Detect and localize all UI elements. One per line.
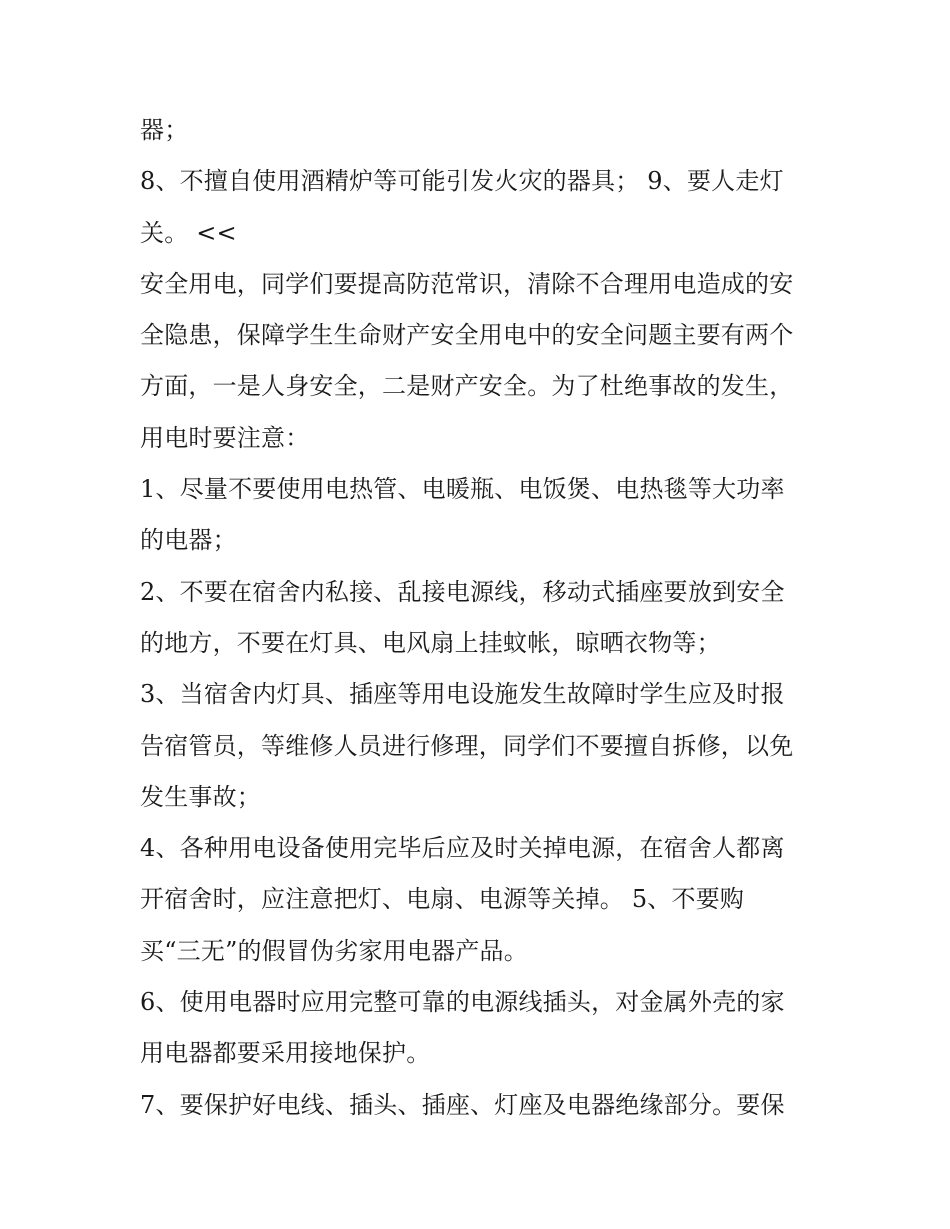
text-line: 器； <box>140 116 189 144</box>
text-line: 用电时要注意： <box>140 423 310 452</box>
text-line: 1、尽量不要使用电热管、电暖瓶、电饭煲、电热毯等大功率 <box>140 475 785 504</box>
text-line: 6、使用电器时应用完整可靠的电源线插头，对金属外壳的家 <box>140 988 785 1017</box>
text-line: 发生事故； <box>140 782 261 811</box>
document-body <box>140 105 820 1131</box>
text-line: 7、要保护好电线、插头、插座、灯座及电器绝缘部分。要保 <box>140 1090 785 1119</box>
text-line: 全隐患，保障学生生命财产安全用电中的安全问题主要有两个 <box>140 321 794 350</box>
text-line: 用电器都要采用接地保护。 <box>140 1039 431 1068</box>
text-line: 安全用电，同学们要提高防范常识，清除不合理用电造成的安 <box>140 269 794 298</box>
text-line: 的电器； <box>140 526 237 555</box>
text-line: 开宿舍时，应注意把灯、电扇、电源等关掉。 5、不要购 <box>140 885 745 914</box>
text-line: 2、不要在宿舍内私接、乱接电源线，移动式插座要放到安全 <box>140 577 785 606</box>
text-line: 买“三无”的假冒伪劣家用电器产品。 <box>140 936 528 965</box>
text-line: 的地方，不要在灯具、电风扇上挂蚊帐，晾晒衣物等； <box>140 628 721 657</box>
text-line: 3、当宿舍内灯具、插座等用电设施发生故障时学生应及时报 <box>140 680 785 709</box>
text-line: 4、各种用电设备使用完毕后应及时关掉电源，在宿舍人都离 <box>140 834 785 863</box>
text-line: 关。 << <box>140 218 237 247</box>
text-line: 告宿管员，等维修人员进行修理，同学们不要擅自拆修，以免 <box>140 731 794 760</box>
text-line: 方面，一是人身安全，二是财产安全。为了杜绝事故的发生， <box>140 372 794 401</box>
text-line: 8、不擅自使用酒精炉等可能引发火灾的器具； 9、要人走灯 <box>140 167 784 196</box>
